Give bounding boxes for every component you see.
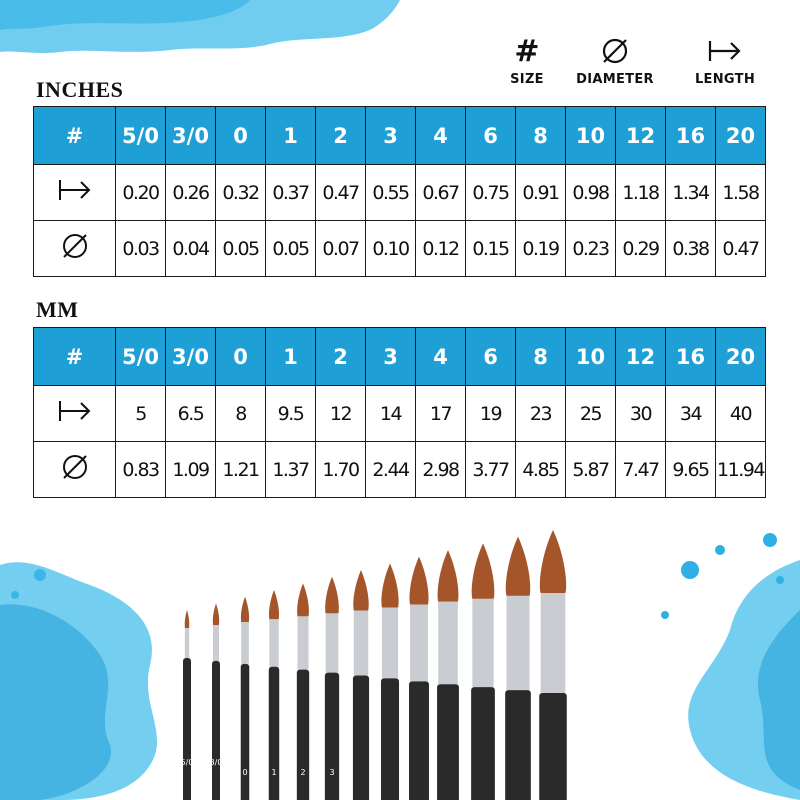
size-header-cell: 4 [416,107,466,165]
mm-title: MM [36,297,79,322]
brush [539,530,567,800]
length-value-cell: 1.58 [716,165,766,221]
length-value-cell: 9.5 [266,386,316,442]
diameter-value-cell: 3.77 [466,442,516,498]
length-arrow-icon [34,386,116,442]
length-value-cell: 30 [616,386,666,442]
brushes-illustration [0,515,800,800]
size-header-cell: 1 [266,328,316,386]
diameter-value-cell: 0.07 [316,221,366,277]
size-header-cell: 6 [466,107,516,165]
size-header-cell: 3 [366,328,416,386]
diameter-value-cell: 1.37 [266,442,316,498]
length-value-cell: 0.55 [366,165,416,221]
diameter-row [34,221,766,277]
brush [437,550,459,800]
brush [409,557,429,800]
legend-label-size: SIZE [510,72,544,87]
size-header-cell: 0 [216,107,266,165]
size-header-cell: 3 [366,107,416,165]
diameter-value-cell: 2.98 [416,442,466,498]
size-header-cell: 2 [316,328,366,386]
diameter-value-cell: 0.15 [466,221,516,277]
length-value-cell: 14 [366,386,416,442]
legend-diameter [560,36,670,87]
size-header-symbol: # [34,107,116,165]
length-value-cell: 19 [466,386,516,442]
size-header-cell: 20 [716,328,766,386]
brush [325,577,339,800]
length-value-cell: 0.37 [266,165,316,221]
length-value-cell: 23 [516,386,566,442]
size-header-cell: 16 [666,328,716,386]
diameter-icon [560,36,670,66]
brush [471,543,495,800]
length-arrow-icon [670,36,780,66]
length-value-cell: 0.67 [416,165,466,221]
size-header-cell: 6 [466,328,516,386]
diameter-value-cell: 7.47 [616,442,666,498]
length-row [34,165,766,221]
diameter-value-cell: 0.23 [566,221,616,277]
size-header-cell: 4 [416,328,466,386]
length-value-cell: 25 [566,386,616,442]
inches-title: INCHES [36,77,124,102]
size-header-cell: 8 [516,328,566,386]
diameter-row [34,442,766,498]
header-row [34,107,766,165]
legend-length [670,36,780,87]
diameter-value-cell: 0.12 [416,221,466,277]
brush [381,563,399,800]
size-header-cell: 8 [516,107,566,165]
diameter-value-cell: 0.04 [166,221,216,277]
size-header-cell: 20 [716,107,766,165]
size-header-cell: 3/0 [166,107,216,165]
diameter-value-cell: 5.87 [566,442,616,498]
length-value-cell: 0.98 [566,165,616,221]
brush [353,570,369,800]
size-header-cell: 1 [266,107,316,165]
length-row [34,386,766,442]
size-header-symbol: # [34,328,116,386]
brush [183,610,191,800]
diameter-icon [34,442,116,498]
length-value-cell: 12 [316,386,366,442]
length-arrow-icon [34,165,116,221]
length-value-cell: 1.34 [666,165,716,221]
diameter-value-cell: 1.70 [316,442,366,498]
length-value-cell: 40 [716,386,766,442]
length-value-cell: 17 [416,386,466,442]
length-value-cell: 1.18 [616,165,666,221]
inches-table [33,106,766,277]
legend-label-length: LENGTH [694,72,756,87]
diameter-value-cell: 11.94 [716,442,766,498]
diameter-value-cell: 1.09 [166,442,216,498]
size-header-cell: 0 [216,328,266,386]
length-value-cell: 0.91 [516,165,566,221]
brush-size-label: 3 [329,768,335,777]
diameter-value-cell: 0.05 [216,221,266,277]
brush [212,603,220,800]
brush-size-label: 0 [242,768,248,777]
length-value-cell: 5 [116,386,166,442]
diameter-value-cell: 0.29 [616,221,666,277]
header-row [34,328,766,386]
diameter-value-cell: 0.10 [366,221,416,277]
diameter-value-cell: 9.65 [666,442,716,498]
length-value-cell: 0.75 [466,165,516,221]
length-value-cell: 0.32 [216,165,266,221]
diameter-value-cell: 4.85 [516,442,566,498]
length-value-cell: 8 [216,386,266,442]
legend-label-diameter: DIAMETER [576,72,654,87]
brush-size-label: 5/0 [180,758,194,767]
diameter-value-cell: 0.47 [716,221,766,277]
diameter-value-cell: 0.03 [116,221,166,277]
size-header-cell: 16 [666,107,716,165]
length-value-cell: 0.20 [116,165,166,221]
hash-icon: # [514,33,540,69]
size-header-cell: 2 [316,107,366,165]
size-header-cell: 12 [616,328,666,386]
brush-size-label: 3/0 [209,758,223,767]
size-header-cell: 10 [566,328,616,386]
diameter-value-cell: 2.44 [366,442,416,498]
length-value-cell: 34 [666,386,716,442]
diameter-value-cell: 1.21 [216,442,266,498]
diameter-value-cell: 0.83 [116,442,166,498]
size-header-cell: 10 [566,107,616,165]
size-header-cell: 5/0 [116,107,166,165]
brush [505,537,531,800]
size-header-cell: 12 [616,107,666,165]
size-header-cell: 3/0 [166,328,216,386]
diameter-value-cell: 0.05 [266,221,316,277]
brush-size-label: 1 [271,768,277,777]
length-value-cell: 0.26 [166,165,216,221]
brush-size-label: 2 [300,768,306,777]
mm-table [33,327,766,498]
diameter-value-cell: 0.19 [516,221,566,277]
size-header-cell: 5/0 [116,328,166,386]
diameter-icon [34,221,116,277]
length-value-cell: 6.5 [166,386,216,442]
diameter-value-cell: 0.38 [666,221,716,277]
length-value-cell: 0.47 [316,165,366,221]
